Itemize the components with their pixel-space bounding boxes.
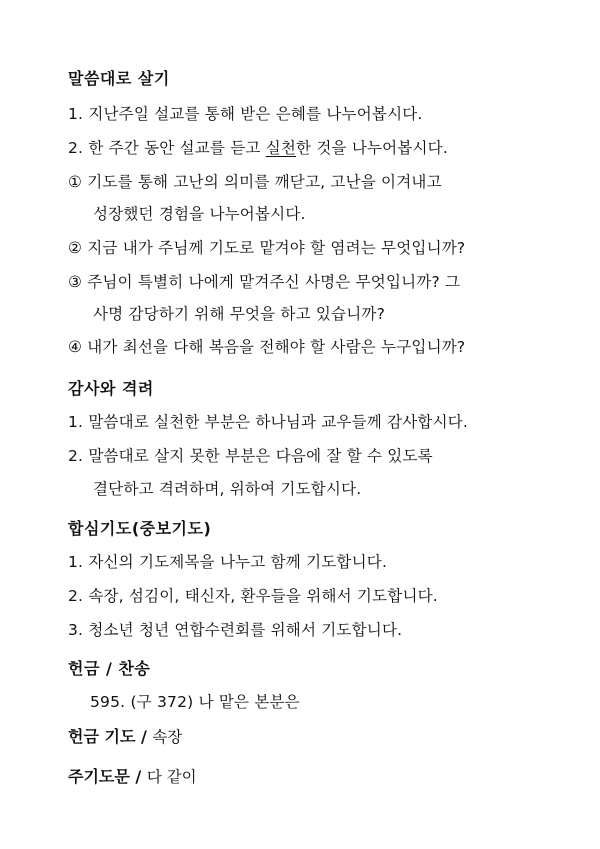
offering-prayer-value: 속장 [152,728,183,746]
section-title-thanks: 감사와 격려 [68,379,154,398]
section-title-living-by-word: 말씀대로 살기 [68,69,170,88]
subitem-1-line-2: 성장했던 경험을 나누어봅시다. [93,205,306,223]
subitem-4: ④ 내가 최선을 다해 복음을 전해야 할 사람은 누구입니까? [68,338,466,356]
thanks-item-2-line-1: 2. 말씀대로 살지 못한 부분은 다음에 잘 할 수 있도록 [68,447,433,465]
thanks-item-1: 1. 말씀대로 실천한 부분은 하나님과 교우들께 감사합시다. [68,413,469,431]
subitem-3-line-1: ③ 주님이 특별히 나에게 맡겨주신 사명은 무엇입니까? 그 [68,273,461,291]
section-title-offering-hymn: 헌금 / 찬송 [68,659,151,678]
section-title-prayer: 합심기도(중보기도) [68,519,212,538]
prayer-item-3: 3. 청소년 청년 연합수련회를 위해서 기도합니다. [68,621,403,639]
item-practice-text-a: 2. 한 주간 동안 설교를 듣고 [68,139,266,157]
lords-prayer-row [68,764,197,787]
prayer-item-2: 2. 속장, 섬김이, 태신자, 환우들을 위해서 기도합니다. [68,587,438,605]
item-practice [68,136,448,158]
lords-prayer-label: 주기도문 / [68,767,147,786]
subitem-2: ② 지금 내가 주님께 기도로 맡겨야 할 염려는 무엇입니까? [68,239,466,257]
subitem-3-line-2: 사명 감당하기 위해 무엇을 하고 있습니까? [93,305,386,323]
offering-prayer-label: 헌금 기도 / [68,727,153,746]
prayer-item-1: 1. 자신의 기도제목을 나누고 함께 기도합니다. [68,553,388,571]
offering-prayer-row [68,724,182,747]
item-practice-underlined: 실천 [265,139,297,157]
lords-prayer-value: 다 같이 [146,768,197,786]
subitem-1-line-1: ① 기도를 통해 고난의 의미를 깨닫고, 고난을 이겨내고 [68,173,442,191]
thanks-item-2-line-2: 결단하고 격려하며, 위하여 기도합시다. [93,480,362,498]
item-practice-text-c: 한 것을 나누어봅시다. [296,139,448,157]
item-sermon-grace: 1. 지난주일 설교를 통해 받은 은혜를 나누어봅시다. [68,105,423,123]
hymn-text: 595. (구 372) 나 맡은 본분은 [90,693,300,711]
